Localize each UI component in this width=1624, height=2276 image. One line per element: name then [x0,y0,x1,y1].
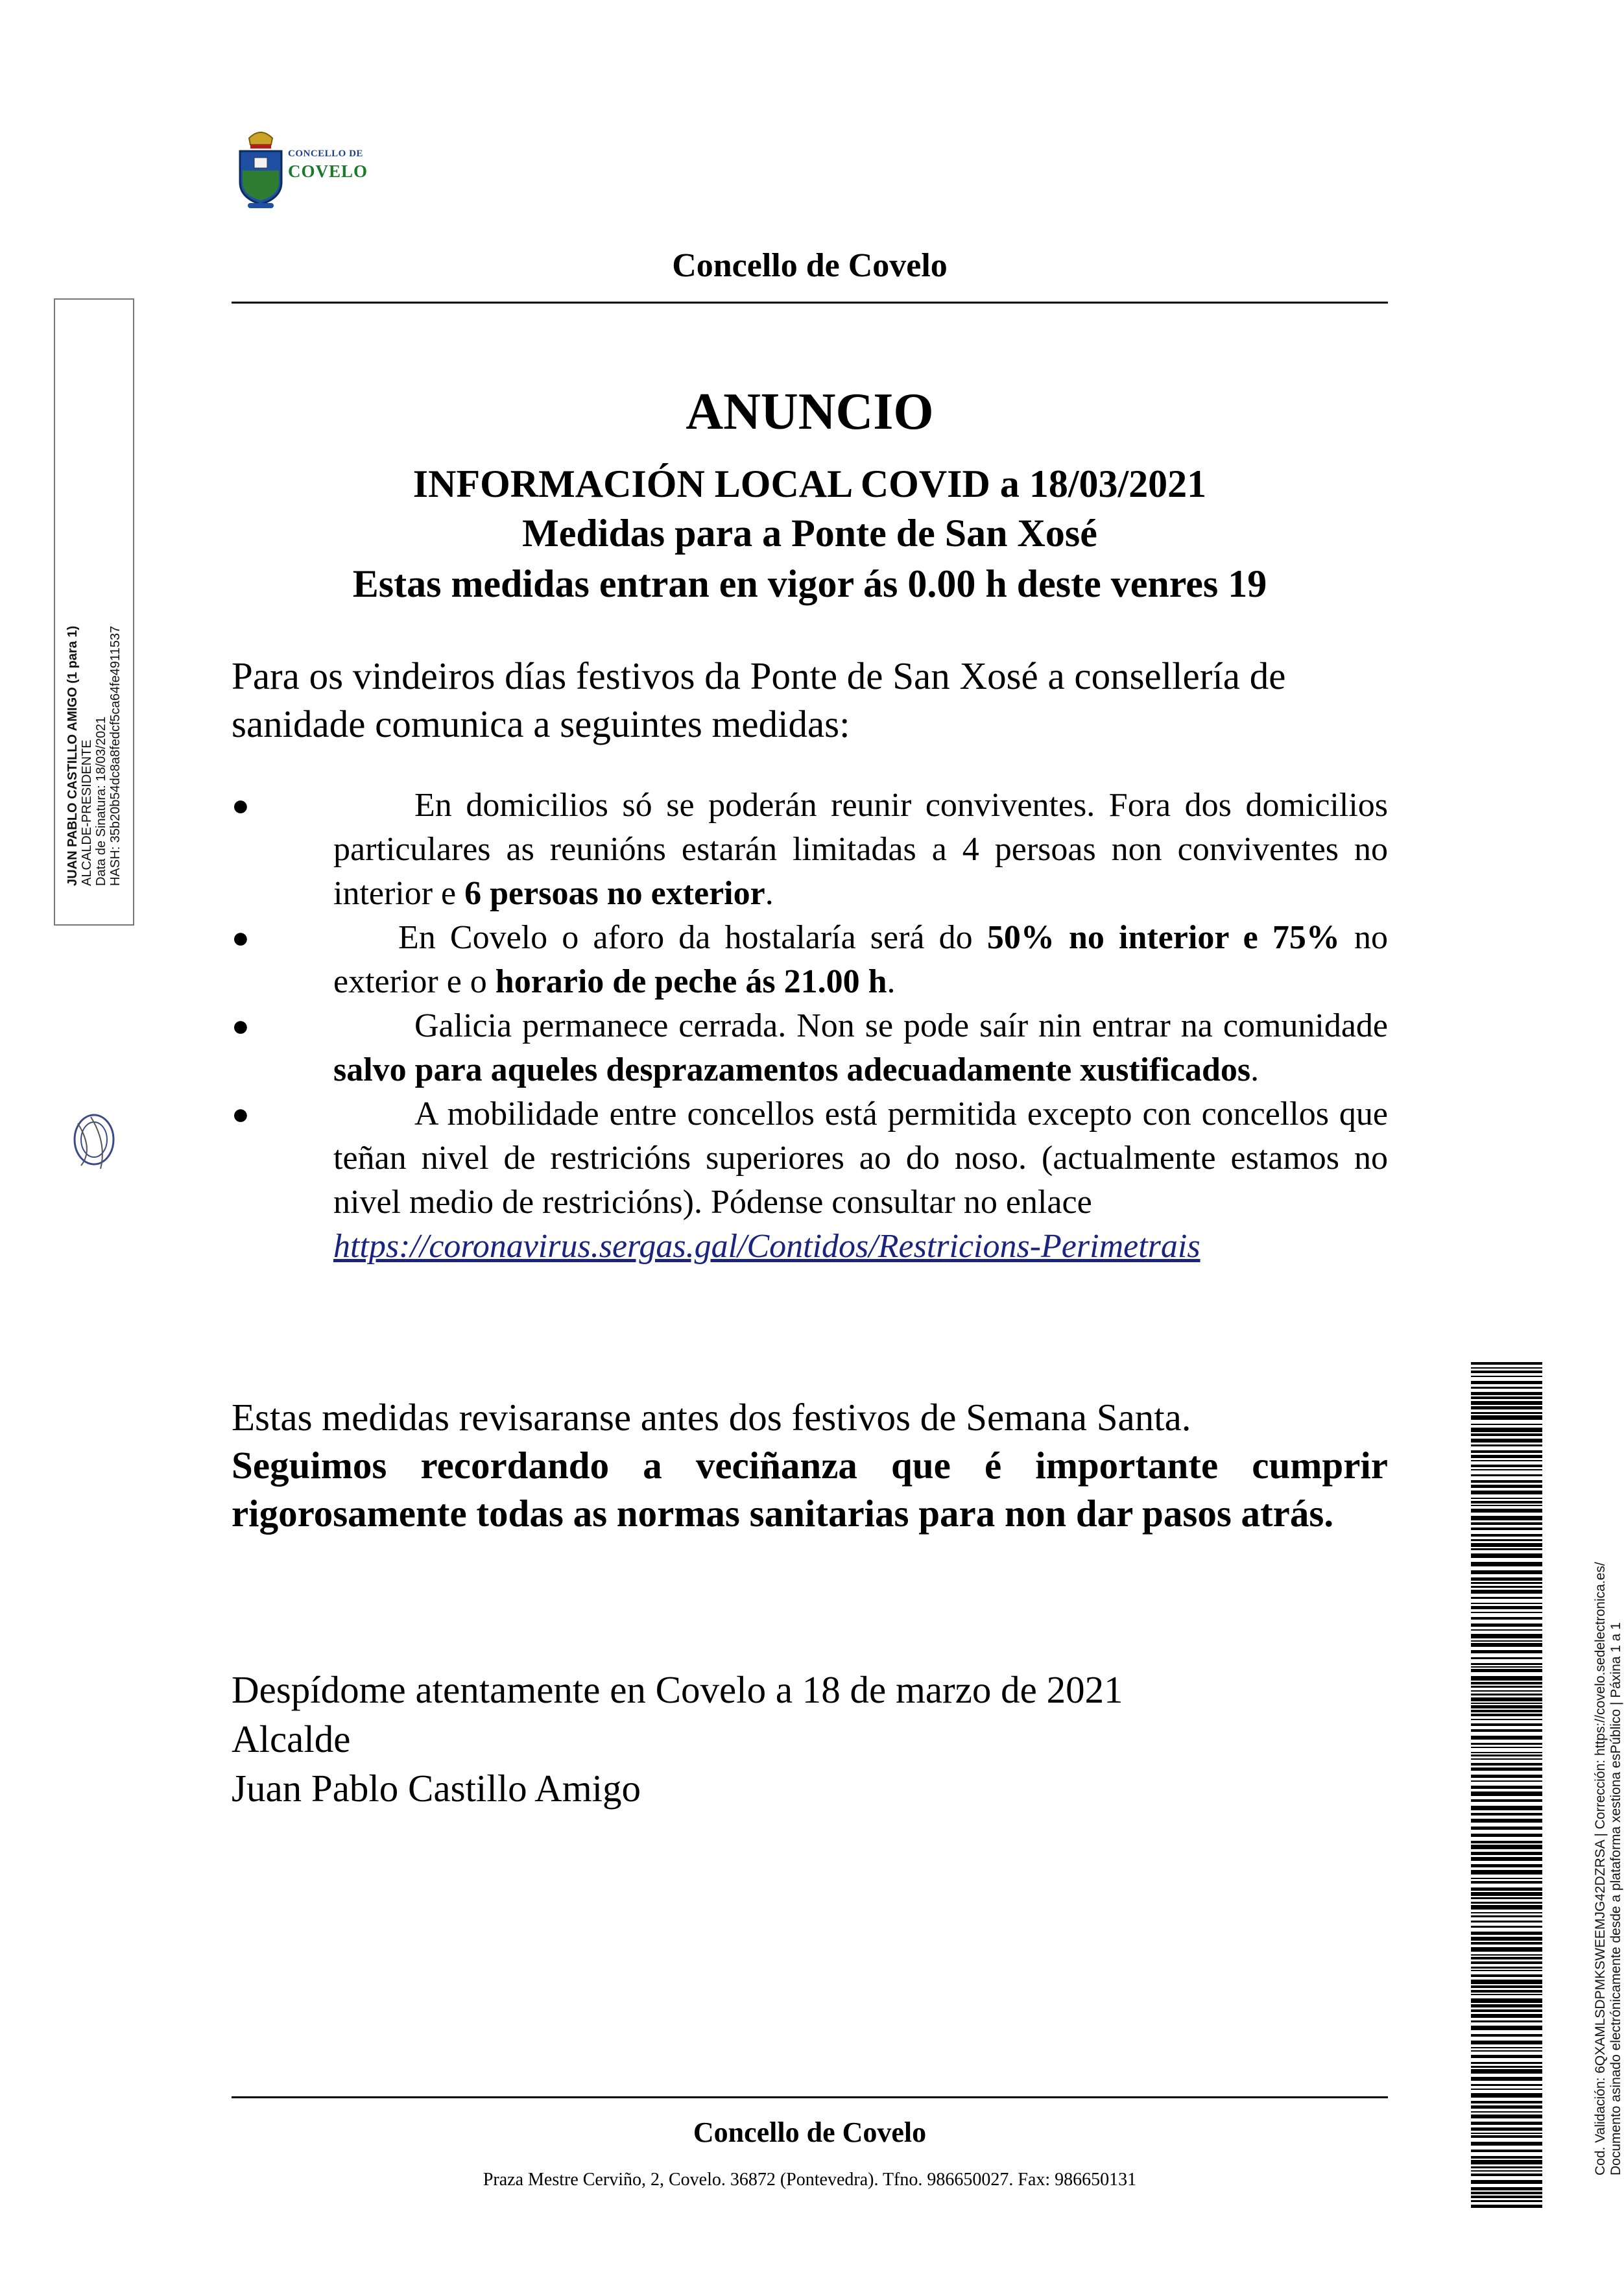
bullet-text: Galicia permanece cerrada. Non se pode saír nin entrar na comunidade [414,1007,1388,1044]
validation-platform: Documento asinado electrónicamente desde a plataforma xestiona esPúblico | Páxina 1 a 1 [1608,1622,1623,2175]
footer-title: Concello de Covelo [693,2116,927,2148]
signature-block [232,1665,1123,1813]
closing-block [232,1393,1388,1537]
bullet-text-mid: no exterior e o [333,919,1388,1000]
signature-stamp-icon [68,1104,120,1175]
validation-text [1593,1332,1624,2175]
signer-title: Alcalde [232,1718,351,1760]
intro-paragraph: Para os vindeiros días festivos da Ponte de San Xosé a consellería de sanidade comunica a seguintes medidas: [232,654,1286,745]
coat-of-arms-icon [235,125,287,210]
bullet-bold: salvo para aqueles desprazamentos adecuadamente xustificados [333,1051,1251,1088]
signer-name: JUAN PABLO CASTILLO AMIGO (1 para 1) [66,625,80,886]
signer-role: ALCALDE-PRESIDENTE [80,739,94,886]
logo-line1: CONCELLO DE [288,149,363,159]
closing-line: Estas medidas revisaranse antes dos festivos de Semana Santa. [232,1396,1191,1439]
footer-divider [232,2096,1388,2098]
bullet-icon: ● [232,1097,250,1131]
list-item [232,916,1388,1004]
bullet-icon: ● [232,1009,250,1042]
signer-fullname: Juan Pablo Castillo Amigo [232,1767,641,1810]
bullet-text-end: . [1250,1051,1260,1088]
signature-box [54,298,134,926]
measures-list [232,784,1388,1269]
announcement-subtitle-date: INFORMACIÓN LOCAL COVID a 18/03/2021 [412,462,1207,505]
bullet-bold: 6 persoas no exterior [464,875,765,912]
logo-line2: COVELO [288,162,368,181]
bullet-bold: 50% no interior e 75% [986,919,1340,956]
bullet-icon: ● [232,921,250,954]
announcement-subtitle-effective: Estas medidas entran en vigor ás 0.00 h deste venres 19 [352,562,1267,605]
announcement-title: ANUNCIO [686,383,934,440]
closing-reminder: Seguimos recordando a veciñanza que é importante cumprir rigorosamente todas as normas sanitarias para non dar pasos atrás. [232,1444,1388,1535]
validation-code: Cod. Validación: 6QXAMLSDPMKSWEEMJG42DZRSA | Corrección: https://covelo.sedelectronica.es/ [1593,1562,1608,2175]
announcement-subtitle-measures: Medidas para a Ponte de San Xosé [522,512,1097,555]
signature-text [66,341,123,886]
concello-logo [235,125,377,210]
bullet-text: A mobilidade entre concellos está permitida excepto con concellos que teñan nivel de restricións superiores ao do noso. (actualmente estamos no nivel medio de restricións). Pódense consultar no enlace [333,1096,1388,1221]
footer-address: Praza Mestre Cerviño, 2, Covelo. 36872 (Pontevedra). Tfno. 986650027. Fax: 986650131 [483,2170,1137,2190]
bullet-text: En domicilios só se poderán reunir conviventes. Fora dos domicilios particulares as reunións estarán limitadas a 4 persoas non conviventes no interior e [333,787,1388,912]
list-item [232,1092,1388,1269]
list-item [232,784,1388,916]
signature-hash: HASH: 35b20b54dc8a8fedcf5ca64fe4911537 [108,625,123,886]
header-title: Concello de Covelo [672,247,948,284]
bullet-text: En Covelo o aforo da hostalaría será do [398,919,987,956]
validation-barcode [1471,1362,1542,2205]
bullet-text-end: . [887,963,896,1000]
bullet-bold-2: horario de peche ás 21.00 h [495,963,887,1000]
header-divider [232,302,1388,304]
signature-date: Data de Sinatura: 18/03/2021 [94,716,108,886]
barcode-icon [1471,1362,1542,2205]
bullet-text-end: . [765,875,774,912]
restrictions-link[interactable]: https://coronavirus.sergas.gal/Contidos/Restricions-Perimetrais [333,1228,1200,1265]
bullet-icon: ● [232,789,250,822]
farewell-line: Despídome atentamente en Covelo a 18 de marzo de 2021 [232,1668,1123,1711]
list-item [232,1004,1388,1092]
